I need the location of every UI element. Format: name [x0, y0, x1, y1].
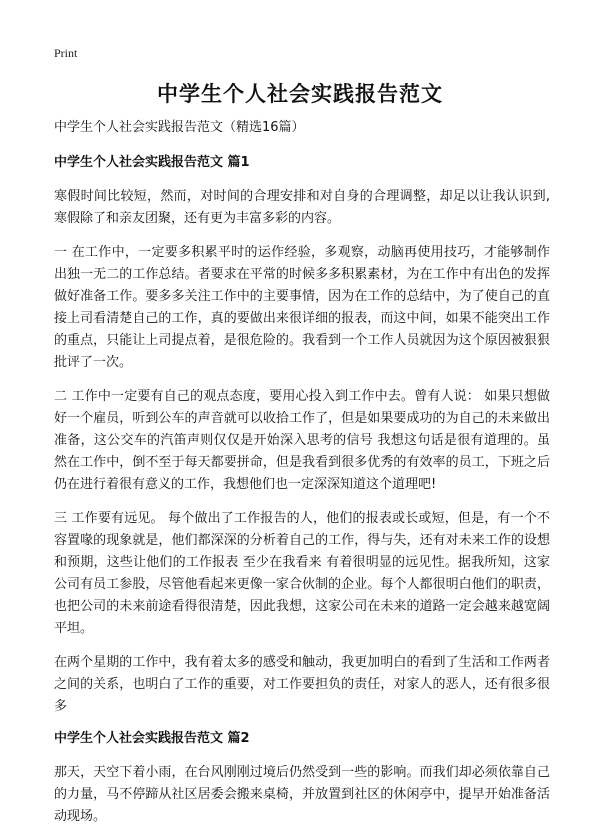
document-body [54, 119, 550, 840]
document-subtitle: 中学生个人社会实践报告范文（精选16篇） [54, 120, 305, 135]
page-title: 中学生个人社会实践报告范文 [157, 82, 443, 106]
paragraph: 三 工作要有远见。 每个做出了工作报告的人，他们的报表或长或短，但是，有一个不容置喙的现象就是，他们都深深的分析着自己的工作，得与失，还有对未来工作的设想和预期，这些让他们的工作报表 至少在我看来 有着很明显的远见性。据我所知，这家公司有员工参股，尽管他看起来更像一家合伙制的企业。每个人都很明白他们的职责，也把公司的未来前途看得很清楚，因此我想，这家公司在未来的道路一定会越来越宽阔平坦。 [54, 511, 550, 636]
paragraph: 在两个星期的工作中，我有着太多的感受和触动，我更加明白的看到了生活和工作两者之间的关系，也明白了工作的重要，对工作要担负的责任，对家人的恶人，还有很多很多 [54, 655, 550, 714]
print-link[interactable]: Print [54, 46, 78, 60]
paragraph: 一 在工作中，一定要多积累平时的运作经验，多观察，动脑再使用技巧，才能够制作出独一无二的工作总结。者要求在平常的时候多多积累素材，为在工作中有出色的发挥做好准备工作。要多多关注工作中的主要事情，因为在工作的总结中，为了使自己的直接上司看清楚自己的工作，真的要做出来很详细的报表，而这中间，如果不能突出工作的重点，只能让上司提点着，是很危险的。我看到一个工作人员就因为这个原因被狠狠批评了一次。 [54, 245, 550, 370]
section-heading-2: 中学生个人社会实践报告范文 篇2 [54, 731, 250, 746]
paragraph: 寒假时间比较短，然而，对时间的合理安排和对自身的合理调整，却足以让我认识到,寒假除了和亲友团聚，还有更为丰富多彩的内容。 [54, 189, 550, 226]
paragraph: 那天，天空下着小雨，在台风刚刚过境后仍然受到一些的影响。而我们却必须依靠自己的力量，马不停蹄从社区居委会搬来桌椅，并放置到社区的休闲亭中，提早开始准备活动现场。 [54, 765, 550, 824]
section-heading-1: 中学生个人社会实践报告范文 篇1 [54, 155, 250, 170]
paragraph: 二 工作中一定要有自己的观点态度，要用心投入到工作中去。曾有人说： 如果只想做好一个雇员，听到公车的声音就可以收拾工作了，但是如果要成功的为自己的未来做出准备，这公交车的汽笛声则仅仅是开始深入思考的信号 我想这句话是很有道理的。虽然在工作中，倒不至于每天都要拼命，但是我看到很多优秀的有效率的员工，下班之后仍在进行着很有意义的工作，我想他们也一定深深知道这个道理吧! [54, 389, 550, 492]
